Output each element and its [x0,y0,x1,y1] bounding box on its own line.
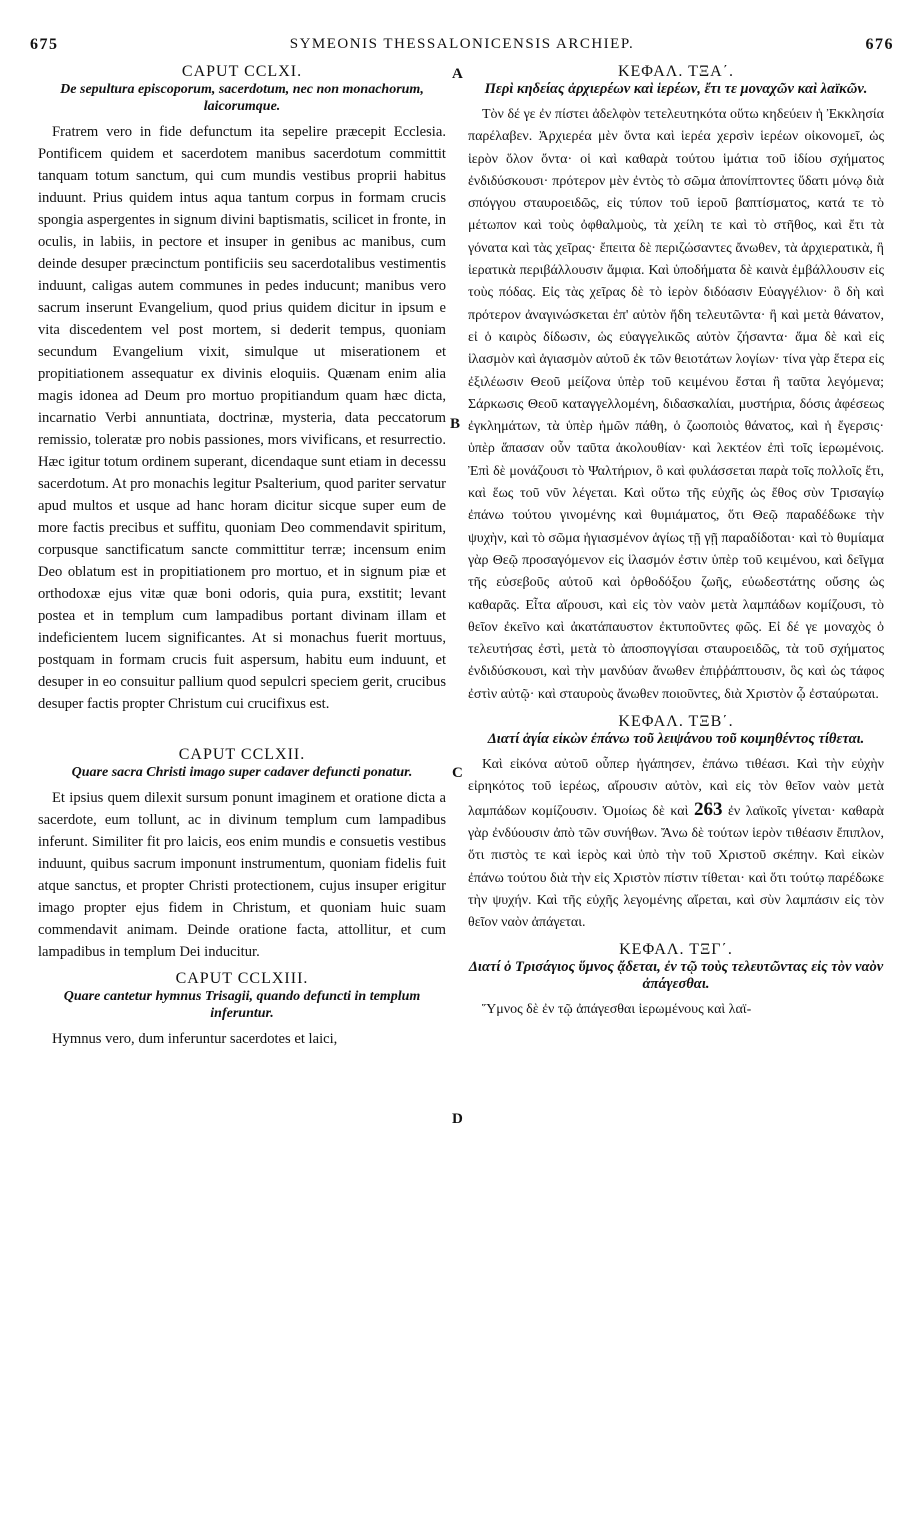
chapter-heading: ΚΕΦΑΛ. ΤΞΓ΄. [619,941,733,959]
page-break-number: 263 [693,798,723,820]
chapter-subtitle: De sepultura episcoporum, sacerdotum, nec non monachorum, laicorumque. [60,82,424,114]
latin-chapter-263 [38,969,446,1050]
chapter-heading: ΚΕΦΑΛ. ΤΞΑ΄. [617,63,735,80]
margin-marker-c: C [452,765,463,781]
running-header [30,36,894,60]
chapter-heading: CAPUT CCLXI. [181,63,303,80]
margin-marker-d: D [452,1111,463,1127]
page-number-left: 675 [30,36,59,53]
running-title: SYMEONIS THESSALONICENSIS ARCHIEP. [289,36,635,52]
chapter-text: Ὕμνος δὲ ἐν τῷ ἀπάγεσθαι ἱερωμένους καὶ λαϊ- [482,1002,752,1018]
margin-marker-a: A [452,66,463,82]
latin-chapter-262 [38,745,446,963]
chapter-subtitle: Quare sacra Christi imago super cadaver defuncti ponatur. [71,765,413,780]
greek-column [468,62,884,1526]
chapter-subtitle: Περὶ κηδείας ἀρχιερέων καὶ ἱερέων, ἔτι τε μοναχῶν καὶ λαϊκῶν. [484,81,868,97]
chapter-text: Et ipsius quem dilexit sursum ponunt imaginem et oratione dicta a sacerdote, eum tollunt, ac in divinum templum cum lampadibus inferunt. Similiter fit pro laicis, eos enim mundis e consuetis vestibus induunt, quibus sacrum imponunt instrumentum, quoniam fidelis fuit atque sanctus, et propter Christi protectionem, cujus insuper erigitur imago propter ejus fidem in Christum, et quoniam huic suam commendavit animam. Deinde oratione facta, attollitur, et cum lampadibus in templum Dei inducitur. [38,790,446,960]
chapter-subtitle: Διατί ὁ Τρισάγιος ὕμνος ᾄδεται, ἐν τῷ τοὺς τελευτῶντας εἰς τὸν ναὸν ἀπάγεσθαι. [468,959,884,993]
chapter-heading: ΚΕΦΑΛ. ΤΞΒ΄. [618,713,734,731]
chapter-text-part: ἐν λαϊκοῖς γίνεται· καθαρὰ γὰρ ἐνδύουσιν ἀπὸ τῶν συνήθων. Ἄνω δὲ τούτων ἱερὸν τιθέασιν ἔπιπλον, ὅτι πιστὸς τε καὶ ἱερὸς καὶ ὑπὸ τὴν τοῦ Χριστοῦ σκέπην. Καὶ εἰκὼν ἐπάνω τούτου διὰ τὴν εἰς Χριστὸν πίστιν τίθεται· καὶ ὅτι τούτῳ παρέδωκε τὴν ψυχήν. Καὶ τῆς εὐχῆς λεγομένης αἴρεται, καὶ σὺν λαμπάσιν εἰς τὸν θεῖον ναὸν ἀπάγεται. [468,803,884,931]
margin-marker-b: B [450,416,461,432]
chapter-text-part: Καὶ εἰκόνα αὐτοῦ οὗπερ ἠγάπησεν, ἐπάνω τιθέασι. Καὶ τὴν εὐχὴν εἰρηκότος τοῦ ἱερέως, αἴρουσιν αὐτὸν, καὶ εἰς τὸν θεῖον ναὸν μετὰ λαμπάδων κομίζουσιν. Ὁμοίως δὲ καὶ [468,757,884,819]
greek-chapter-363 [468,940,884,1021]
chapter-subtitle: Διατί ἁγία εἰκὼν ἐπάνω τοῦ λειψάνου τοῦ κοιμηθέντος τίθεται. [487,731,865,748]
latin-chapter-261 [38,62,446,715]
chapter-text [468,754,884,934]
chapter-heading: CAPUT CCLXIII. [175,970,309,987]
greek-chapter-361 [468,62,884,706]
chapter-text: Fratrem vero in fide defunctum ita sepelire præcepit Ecclesia. Pontificem quidem et sacerdotem manibus sacerdotum committit tanquam totum sanctum, qui cum mundis vestibus proprii habitus induunt. Prius quidem intus aqua tantum corpus in formam crucis spongia aspergentes in signum divini baptismatis, scilicet in fronte, in oculis, in labiis, in pectore et insuper in genibus ac manibus, cum deinde desuper præcinctum pontificiis seu sacerdotalibus vestimentis induunt, caligas autem communes in pedes inducunt; manibus vero sacrum inserunt Evangelium, quod prius quidem dicitur in ipsum e vita discedentem vel post mortem, si dederit tempus, quoniam secundum Evangelium vixit, simulque ut miserationem et propitiationem assequatur ex divinis eloquiis. Quænam enim alia magis idonea ad Deum pro mortuo propitiandum quam hæc dicta, incarnatio Verbi annuntiata, doctrinæ, mysteria, data peccatorum remissio, toleratæ pro nobis passiones, mors vivificans, et resurrectio. Hæc igitur totum ordinem superant, dicendaque sunt etiam in decessu sacerdotum. At pro monachis legitur Psalterium, quod pariter servatur apud multos et usque ad hanc horam dicitur sicque super eum de more factis precibus et suffitu, quoniam Deo commendavit spiritum, corpusque sanctificatum sancte committitur terræ; incensum enim Deo oblatum est in propitiationem pro mortuo, et in signum piæ et orthodoxæ ejus vitæ quæ boni odoris, quia pura, exstitit; levant postea et in templum cum lampadibus portant divinam illam et indeficientem lucem significantes. At si monachus fuerit mortuus, postquam in formam crucis fuit aspersum, habitu eum induunt, et desuper in eo consuitur pallium quod sepulcri speciem gerit, crucibus desuper factis propter Christum cui crucifixus est. [38,124,446,712]
latin-column [38,62,446,1526]
chapter-text: Hymnus vero, dum inferuntur sacerdotes et laici, [52,1031,338,1047]
chapter-heading: CAPUT CCLXII. [178,746,306,763]
chapter-subtitle: Quare cantetur hymnus Trisagii, quando defuncti in templum inferuntur. [63,989,421,1021]
page-number-right: 676 [865,36,894,53]
chapter-text: Τὸν δέ γε ἐν πίστει ἀδελφὸν τετελευτηκότα οὕτω κηδεύειν ἡ Ἐκκλησία παρέλαβεν. Ἀρχιερέα μὲν ὄντα καὶ ἱερέα χερσὶν ἱερέων οἰκονομεῖ, ὡς ἱερὸν ὅλον ὄντα· οἱ καὶ καθαρὰ τούτου ἱμάτια τοῦ ἰδίου σχήματος ἐνδιδύσκουσι· πρότερον μὲν ἐντὸς τὸ σῶμα ἀπονίπτοντες ὕδατι μόνῳ διὰ σπόγγου σταυροειδῶς, εἰς τύπον τοῦ ἱεροῦ βαπτίσματος, κατά τε τὸ μέτωπον καὶ τοὺς ὀφθαλμοὺς, τὰ χείλη τε καὶ τὸ στῆθος, καὶ ἔτι τὰ γόνατα καὶ τὰς χεῖρας· ἔπειτα δὲ περιζώσαντες ἄνωθεν, τὰ ἀρχιερατικὰ, ἢ ἱερατικὰ περιβάλλουσιν ἄμφια. Καὶ ὑποδήματα δὲ καινὰ ἐμβάλλουσιν εἰς τοὺς πόδας. Εἰς τὰς χεῖρας δὲ τὸ ἱερὸν διδόασιν Εὐαγγέλιον· ὃ δὴ καὶ πρότερον ἀναγινώσκεται ἐπ' αὐτὸν ἤδη τελευτῶντα· ἢ καὶ μετὰ θάνατον, εἰ ὁ καιρὸς δίδωσιν, ὡς εὐαγγελικῶς αὐτὸν ζήσαντα· ἅμα δὲ καὶ εἰς ἱλασμὸν καὶ ἁγιασμὸν αὐτοῦ ἐκ τῶν θειοτάτων λογίων· τίνα γὰρ ἕτερα εἰς ἐξιλέωσιν Θεοῦ μείζονα ὑπὲρ τοῦ κειμένου ἔσται ἢ ταῦτα λεγόμενα; Σάρκωσις Θεοῦ καταγγελλομένη, διδασκαλίαι, μυστήρια, δόσις ἀφέσεως ἐγκλημάτων, τὰ ὑπὲρ ἡμῶν πάθη, ὁ ζωοποιὸς θάνατος, καὶ ἡ ἔγερσις· ὑπὲρ ἅπασαν οὖν ταῦτα ἀκολουθίαν· καὶ λεκτέον ἐπὶ τοῖς ἱερωμένοις. Ἐπὶ δὲ μονάζουσι τὸ Ψαλτήριον, ὃ καὶ φυλάσσεται παρὰ τοῖς πολλοῖς ἔτι, καὶ ἕως τοῦ νῦν λέγεται. Καὶ οὕτω τῆς εὐχῆς ὡς ἔθος σὺν Τρισαγίῳ ἐπάνω τούτου γινομένης καὶ θυμιάματος, ὅτι Θεῷ παραδέδωκε τὴν ψυχὴν, καὶ τὸ σῶμα ἡγιασμένον ἁγίως τῇ γῇ παραδίδοται· καὶ τὸ θυμίαμα γὰρ Θεῷ προσαγόμενον εἰς ἱλασμόν ἐστιν ὑπὲρ τοῦ κειμένου, καὶ δεῖγμα τῆς εὐσεβοῦς αὐτοῦ καὶ ὀρθοδόξου ζωῆς, εὐωδεστάτης οὔσης ὡς καθαρᾶς. Εἶτα αἴρουσι, καὶ εἰς τὸν ναὸν μετὰ λαμπάδων κομίζουσι, τὸ θεῖον ἐκεῖνο καὶ ἀκατάπαυστον ἐκτυποῦντες φῶς. Εἰ δέ γε μοναχὸς ὁ τελευτήσας ἐστὶ, μετὰ τὸ ἀποσπογγίσαι σταυροειδῶς, τὰ τοῦ σχήματος ἐνδιδύσκουσι, καὶ τὴν μανδύαν ἄνωθεν ἐπιῤῥάπτουσιν, ὃς καὶ ὡς τάφος ἐστὶν αὐτῷ· καὶ σταυροὺς ἄνωθεν ποιοῦντες, διὰ Χριστὸν ᾧ ἐσταύρωται. [468,107,884,702]
greek-chapter-362 [468,712,884,934]
